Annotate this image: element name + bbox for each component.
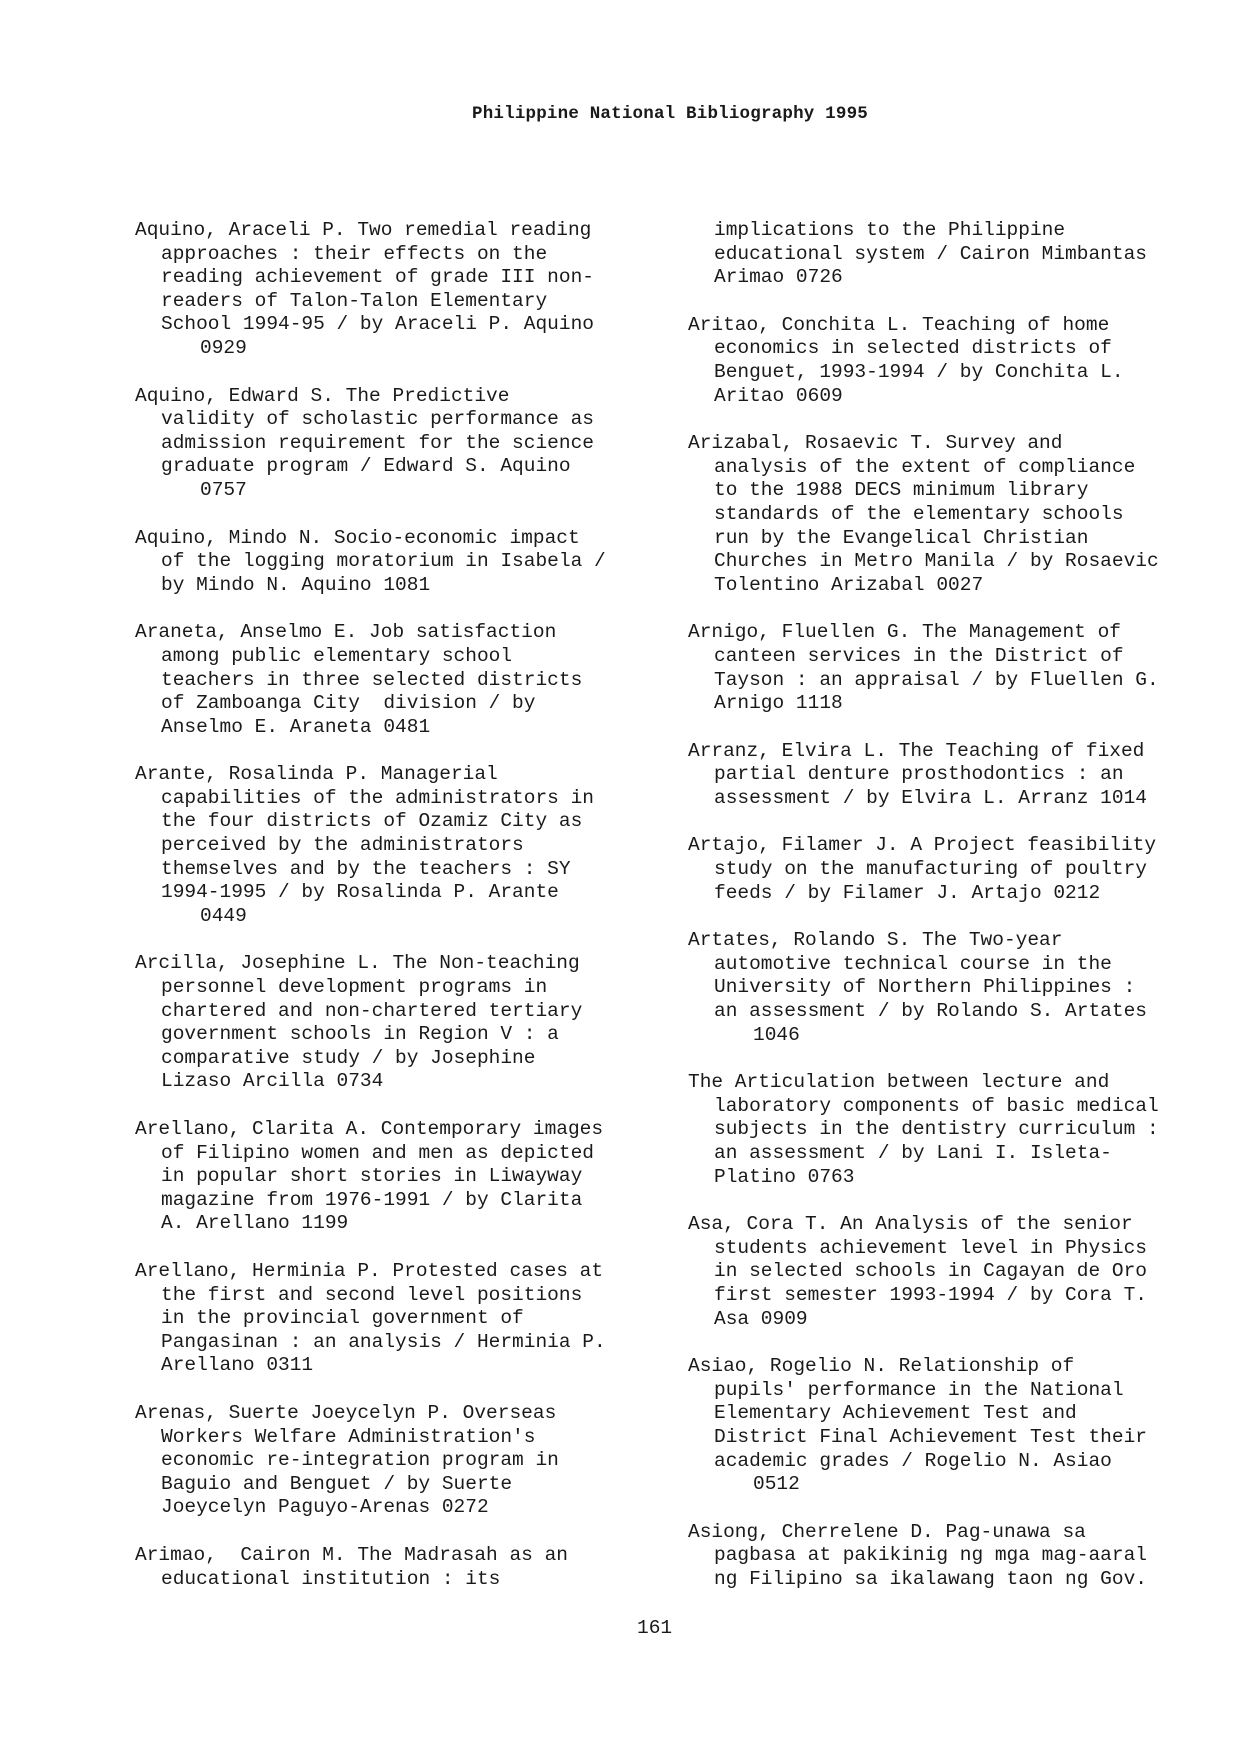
- entry-line: Asa 0909: [714, 1307, 808, 1330]
- entry-line: Workers Welfare Administration's: [161, 1425, 536, 1448]
- entry-line: subjects in the dentistry curriculum :: [714, 1118, 1159, 1141]
- entry-line: 1046: [753, 1023, 800, 1046]
- entry-line: automotive technical course in the: [714, 952, 1112, 975]
- entry-line: in popular short stories in Liwayway: [161, 1165, 583, 1188]
- entry-line: Arnigo 1118: [714, 692, 843, 715]
- entry-line: perceived by the administrators: [161, 834, 524, 857]
- entry-line: admission requirement for the science: [161, 431, 594, 454]
- bibliography-entry: [135, 1118, 655, 1236]
- entry-line: Arellano, Herminia P. Protested cases at: [135, 1259, 604, 1282]
- entry-line: implications to the Philippine: [714, 219, 1066, 241]
- entry-line: Arimao 0726: [714, 266, 843, 289]
- entry-line: Artates, Rolando S. The Two-year: [688, 929, 1063, 952]
- entry-line: analysis of the extent of compliance: [714, 455, 1136, 478]
- entry-line: pagbasa at pakikinig ng mga mag-aaral: [714, 1544, 1147, 1567]
- entry-line: themselves and by the teachers : SY: [161, 857, 571, 880]
- entry-line: of the logging moratorium in Isabela /: [161, 550, 606, 573]
- bibliography-entry: [135, 385, 655, 503]
- bibliography-entry: [688, 929, 1228, 1047]
- bibliography-entry: [688, 1521, 1228, 1592]
- entry-line: School 1994-95 / by Araceli P. Aquino: [161, 313, 594, 336]
- entry-line: Joeycelyn Paguyo-Arenas 0272: [161, 1496, 489, 1519]
- bibliography-entry: [688, 1071, 1228, 1189]
- entry-line: personnel development programs in: [161, 976, 548, 999]
- bibliography-entry: [135, 1544, 655, 1591]
- entry-line: District Final Achievement Test their: [714, 1425, 1147, 1448]
- entry-line: ng Filipino sa ikalawang taon ng Gov.: [714, 1567, 1147, 1590]
- bibliography-entry: [688, 1355, 1228, 1497]
- entry-line: readers of Talon-Talon Elementary: [161, 289, 548, 312]
- entry-line: chartered and non-chartered tertiary: [161, 999, 583, 1022]
- entry-line: educational system / Cairon Mimbantas: [714, 242, 1147, 265]
- entry-line: Baguio and Benguet / by Suerte: [161, 1472, 513, 1495]
- entry-line: the four districts of Ozamiz City as: [161, 810, 583, 833]
- bibliography-entry: [688, 314, 1228, 408]
- entry-line: capabilities of the administrators in: [161, 786, 594, 809]
- entry-line: economics in selected districts of: [714, 337, 1112, 360]
- entry-line: 1994-1995 / by Rosalinda P. Arante: [161, 881, 559, 904]
- page-number: 161: [637, 1617, 673, 1639]
- entry-line: an assessment / by Rolando S. Artates: [714, 1000, 1147, 1023]
- entry-line: Artajo, Filamer J. A Project feasibility: [688, 834, 1157, 857]
- entry-line: students achievement level in Physics: [714, 1236, 1147, 1259]
- entry-line: Aquino, Mindo N. Socio-economic impact: [135, 526, 580, 549]
- bibliography-entry: [688, 432, 1228, 597]
- entry-line: reading achievement of grade III non-: [161, 266, 594, 289]
- entry-line: in selected schools in Cagayan de Oro: [714, 1260, 1147, 1283]
- entry-line: Anselmo E. Araneta 0481: [161, 715, 431, 738]
- entry-line: feeds / by Filamer J. Artajo 0212: [714, 881, 1101, 904]
- bibliography-entry: [688, 1213, 1228, 1331]
- entry-line: approaches : their effects on the: [161, 242, 548, 265]
- entry-line: Arcilla, Josephine L. The Non-teaching: [135, 952, 580, 975]
- entry-line: study on the manufacturing of poultry: [714, 858, 1147, 881]
- entry-line: Pangasinan : an analysis / Herminia P.: [161, 1330, 606, 1353]
- entry-line: assessment / by Elvira L. Arranz 1014: [714, 786, 1147, 809]
- entry-line: Arellano 0311: [161, 1354, 314, 1377]
- entry-line: Arimao, Cairon M. The Madrasah as an: [135, 1543, 568, 1566]
- bibliography-entry: [135, 1260, 655, 1378]
- entry-line: Platino 0763: [714, 1165, 855, 1188]
- entry-line: validity of scholastic performance as: [161, 408, 594, 431]
- entry-line: government schools in Region V : a: [161, 1023, 559, 1046]
- entry-line: Arante, Rosalinda P. Managerial: [135, 763, 498, 786]
- entry-line: magazine from 1976-1991 / by Clarita: [161, 1188, 583, 1211]
- entry-line: economic re-integration program in: [161, 1449, 559, 1472]
- entry-line: Arenas, Suerte Joeycelyn P. Overseas: [135, 1401, 557, 1424]
- entry-line: graduate program / Edward S. Aquino: [161, 455, 571, 478]
- entry-line: Benguet, 1993-1994 / by Conchita L.: [714, 360, 1124, 383]
- entry-line: A. Arellano 1199: [161, 1212, 349, 1235]
- entry-line: laboratory components of basic medical: [714, 1094, 1159, 1117]
- right-column: [688, 219, 1228, 1616]
- bibliography-entry: [135, 219, 655, 361]
- bibliography-entry: [688, 834, 1228, 905]
- bibliography-entry: [135, 621, 655, 739]
- entry-line: run by the Evangelical Christian: [714, 526, 1089, 549]
- bibliography-entry: [135, 1402, 655, 1520]
- entry-line: Arellano, Clarita A. Contemporary images: [135, 1118, 604, 1140]
- entry-line: Asa, Cora T. An Analysis of the senior: [688, 1213, 1133, 1236]
- entry-line: 0929: [200, 336, 247, 359]
- entry-line: 0757: [200, 478, 247, 501]
- entry-line: to the 1988 DECS minimum library: [714, 479, 1089, 502]
- bibliography-entry: [135, 952, 655, 1094]
- entry-line: of Filipino women and men as depicted: [161, 1141, 594, 1164]
- entry-line: Arranz, Elvira L. The Teaching of fixed: [688, 739, 1145, 762]
- bibliography-entry: [688, 740, 1228, 811]
- entry-line: partial denture prosthodontics : an: [714, 763, 1124, 786]
- entry-line: Aquino, Araceli P. Two remedial reading: [135, 219, 592, 241]
- entry-line: pupils' performance in the National: [714, 1378, 1124, 1401]
- bibliography-entry: [688, 621, 1228, 715]
- entry-line: University of Northern Philippines :: [714, 976, 1136, 999]
- page-title: Philippine National Bibliography 1995: [472, 104, 868, 124]
- entry-line: an assessment / by Lani I. Isleta-: [714, 1142, 1112, 1164]
- entry-line: academic grades / Rogelio N. Asiao: [714, 1449, 1112, 1472]
- bibliography-entry: [135, 527, 655, 598]
- entry-line: Aritao, Conchita L. Teaching of home: [688, 313, 1110, 336]
- entry-line: Asiong, Cherrelene D. Pag-unawa sa: [688, 1520, 1086, 1543]
- entry-line: Aquino, Edward S. The Predictive: [135, 384, 510, 407]
- entry-line: 0512: [753, 1473, 800, 1496]
- entry-line: educational institution : its: [161, 1567, 501, 1590]
- entry-line: by Mindo N. Aquino 1081: [161, 573, 431, 596]
- bibliography-entry: [688, 219, 1228, 290]
- entry-line: The Articulation between lecture and: [688, 1071, 1110, 1094]
- entry-line: Churches in Metro Manila / by Rosaevic: [714, 550, 1159, 573]
- entry-line: Aritao 0609: [714, 384, 843, 407]
- entry-line: in the provincial government of: [161, 1307, 524, 1330]
- entry-line: Araneta, Anselmo E. Job satisfaction: [135, 621, 557, 644]
- entry-line: standards of the elementary schools: [714, 502, 1124, 525]
- entry-line: Elementary Achievement Test and: [714, 1402, 1077, 1425]
- bibliography-entry: [135, 763, 655, 928]
- entry-line: teachers in three selected districts: [161, 668, 583, 691]
- entry-line: of Zamboanga City division / by: [161, 692, 536, 715]
- entry-line: the first and second level positions: [161, 1283, 583, 1306]
- entry-line: 0449: [200, 904, 247, 927]
- entry-line: canteen services in the District of: [714, 644, 1124, 667]
- entry-line: among public elementary school: [161, 644, 513, 667]
- entry-line: Tolentino Arizabal 0027: [714, 573, 984, 596]
- left-column: [135, 219, 655, 1615]
- entry-line: Tayson : an appraisal / by Fluellen G.: [714, 668, 1159, 691]
- entry-line: Arnigo, Fluellen G. The Management of: [688, 621, 1121, 644]
- entry-line: Asiao, Rogelio N. Relationship of: [688, 1355, 1075, 1378]
- entry-line: Arizabal, Rosaevic T. Survey and: [688, 432, 1063, 455]
- entry-line: first semester 1993-1994 / by Cora T.: [714, 1283, 1147, 1306]
- entry-line: comparative study / by Josephine: [161, 1046, 536, 1069]
- entry-line: Lizaso Arcilla 0734: [161, 1070, 384, 1093]
